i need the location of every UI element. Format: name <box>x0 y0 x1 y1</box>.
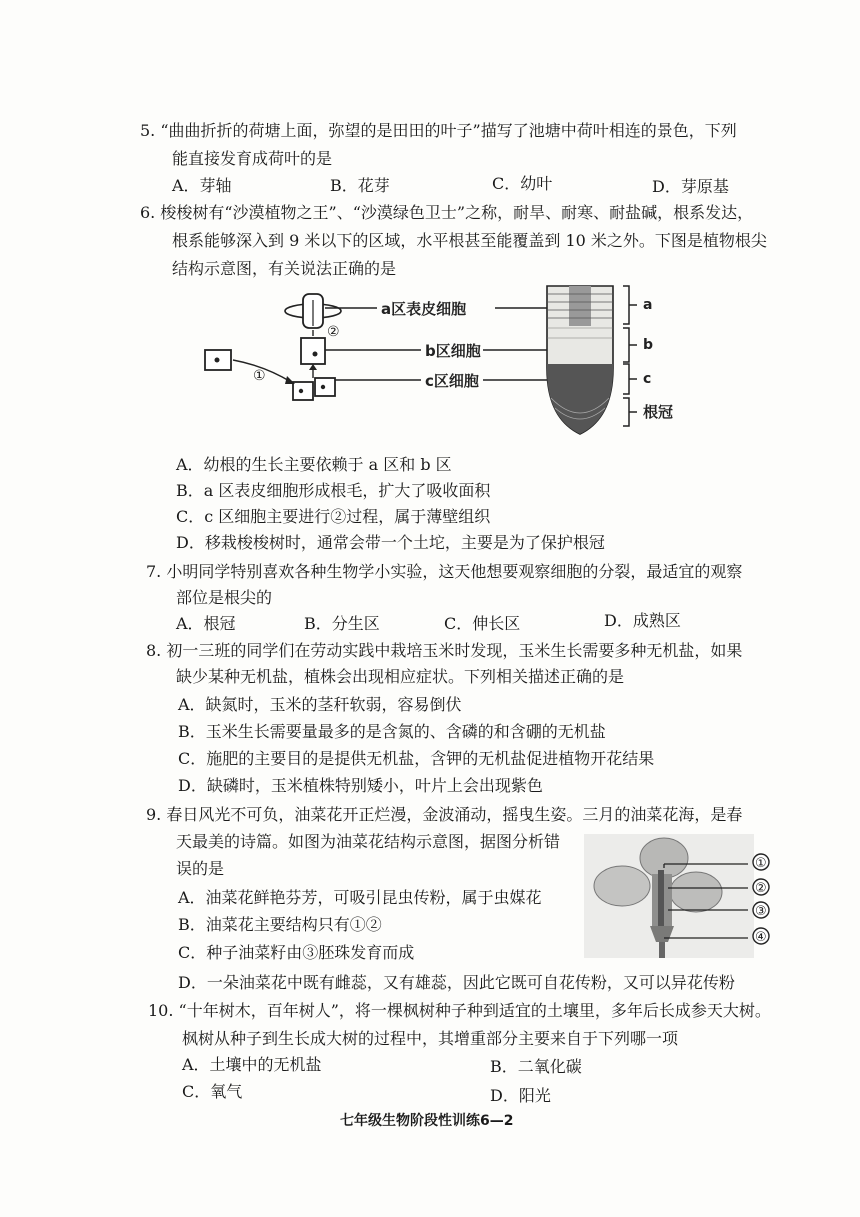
a-zone-epidermal-label: a区表皮细胞 <box>381 300 467 318</box>
root-cap-label: 根冠 <box>643 403 674 421</box>
question-9-line-3: 误的是 <box>176 859 225 878</box>
epidermal-cell-with-root-hair <box>285 294 341 328</box>
q5-option-d: D．芽原基 <box>652 177 729 196</box>
page-footer: 七年级生物阶段性训练6—2 <box>340 1113 514 1129</box>
part-1-label: ① <box>755 856 767 871</box>
question-6-line-1: 6. 梭梭树有“沙漠植物之王”、“沙漠绿色卫士”之称，耐旱、耐寒、耐盐碱，根系发达， <box>140 203 754 222</box>
question-7-line-1: 7. 小明同学特别喜欢各种生物学小实验，这天他想要观察细胞的分裂，最适宜的观察 <box>146 562 743 581</box>
c-zone-cell-label: c区细胞 <box>425 372 479 390</box>
question-6-line-3: 结构示意图，有关说法正确的是 <box>172 259 397 278</box>
q10-option-a: A．土壤中的无机盐 <box>182 1055 322 1074</box>
q8-option-d: D．缺磷时，玉米植株特别矮小，叶片上会出现紫色 <box>178 776 543 795</box>
process-2-label: ② <box>327 324 340 340</box>
rape-flower-diagram <box>584 834 780 958</box>
question-9-line-1: 9. 春日风光不可负，油菜花开正烂漫，金波涌动，摇曳生姿。三月的油菜花海，是春 <box>146 805 743 824</box>
q8-option-b: B．玉米生长需要量最多的是含氮的、含磷的和含硼的无机盐 <box>178 722 606 741</box>
q5-option-a: A．芽轴 <box>172 176 232 195</box>
q6-option-d: D．移栽梭梭树时，通常会带一个土坨，主要是为了保护根冠 <box>176 533 605 552</box>
q10-option-d: D．阳光 <box>490 1086 551 1105</box>
root-tip-drawing <box>547 286 613 434</box>
q9-option-d: D．一朵油菜花中既有雌蕊，又有雄蕊，因此它既可自花传粉，又可以异花传粉 <box>178 973 735 992</box>
part-4-label: ④ <box>755 930 767 945</box>
q5-option-c: C．幼叶 <box>492 174 553 193</box>
question-6-line-2: 根系能够深入到 9 米以下的区域，水平根甚至能覆盖到 10 米之外。下图是植物根尖 <box>172 231 767 250</box>
b-zone-cell-label: b区细胞 <box>425 342 481 360</box>
q8-option-c: C．施肥的主要目的是提供无机盐，含钾的无机盐促进植物开花结果 <box>178 749 655 768</box>
question-9-line-2: 天最美的诗篇。如图为油菜花结构示意图，据图分析错 <box>176 832 561 851</box>
q10-option-b: B．二氧化碳 <box>490 1057 582 1076</box>
q6-option-c: C．c 区细胞主要进行②过程，属于薄壁组织 <box>176 507 491 526</box>
question-7-line-2: 部位是根尖的 <box>176 588 273 607</box>
question-8-line-1: 8. 初一三班的同学们在劳动实践中栽培玉米时发现，玉米生长需要多种无机盐，如果 <box>146 641 743 660</box>
question-10-line-2: 枫树从种子到生长成大树的过程中，其增重部分主要来自于下列哪一项 <box>182 1029 679 1048</box>
question-10-line-1: 10. “十年树木，百年树人”，将一棵枫树种子种到适宜的土壤里，多年后长成参天大树。 <box>148 1001 771 1020</box>
zone-a-label: a <box>643 297 653 313</box>
q7-option-c: C．伸长区 <box>444 614 521 633</box>
q9-option-c: C．种子油菜籽由③胚珠发育而成 <box>178 943 415 962</box>
root-tip-diagram <box>195 278 715 438</box>
q8-option-a: A．缺氮时，玉米的茎秆软弱，容易倒伏 <box>178 695 462 714</box>
q6-option-b: B．a 区表皮细胞形成根毛，扩大了吸收面积 <box>176 481 491 500</box>
dividing-cell <box>205 350 231 370</box>
zone-b-label: b <box>643 337 654 353</box>
q7-option-b: B．分生区 <box>304 614 380 633</box>
q9-option-a: A．油菜花鲜艳芬芳，可吸引昆虫传粉，属于虫媒花 <box>178 888 542 907</box>
question-5-line-1: 5. “曲曲折折的荷塘上面，弥望的是田田的叶子”描写了池塘中荷叶相连的景色，下列 <box>140 121 737 140</box>
question-5-line-2: 能直接发育成荷叶的是 <box>172 149 333 168</box>
zone-brackets <box>623 286 637 426</box>
part-3-label: ③ <box>755 904 767 919</box>
process-1-label: ① <box>253 368 266 384</box>
q6-option-a: A．幼根的生长主要依赖于 a 区和 b 区 <box>176 455 452 474</box>
c-zone-cells <box>293 378 335 400</box>
question-8-line-2: 缺少某种无机盐，植株会出现相应症状。下列相关描述正确的是 <box>176 667 625 686</box>
part-2-label: ② <box>755 881 767 896</box>
q5-option-b: B．花芽 <box>330 176 390 195</box>
q7-option-d: D．成熟区 <box>604 611 681 630</box>
q10-option-c: C．氧气 <box>182 1082 243 1101</box>
q7-option-a: A．根冠 <box>176 614 236 633</box>
b-zone-cell <box>301 338 325 364</box>
q9-option-b: B．油菜花主要结构只有①② <box>178 915 382 934</box>
zone-c-label: c <box>643 371 652 387</box>
